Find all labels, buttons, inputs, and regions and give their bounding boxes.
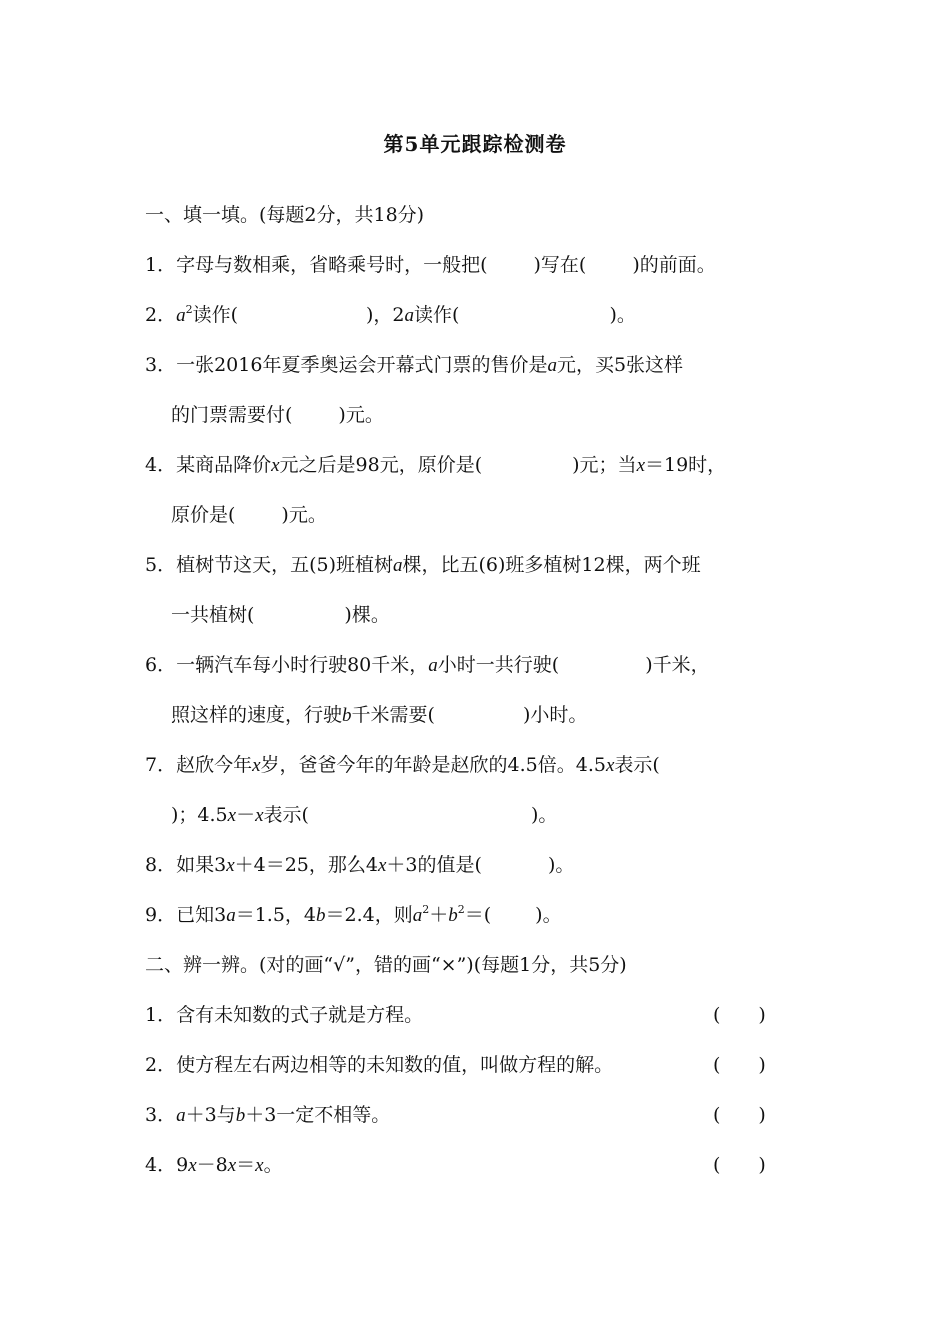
s1-question-5: 5．植树节这天，五(5)班植树a棵，比五(6)班多植树12棵，两个班	[145, 554, 701, 576]
s2-question-2: 2．使方程左右两边相等的未知数的值，叫做方程的解。	[145, 1054, 614, 1076]
s2-question-4: 4．9x－8x＝x。	[145, 1154, 283, 1176]
s1-question-7: 7．赵欣今年x岁，爸爸今年的年龄是赵欣的4.5倍。4.5x表示(	[145, 754, 660, 776]
s2-question-1: 1．含有未知数的式子就是方程。	[145, 1004, 424, 1026]
s2-answer-blank-4[interactable]: ( )	[713, 1154, 766, 1176]
s2-answer-blank-3[interactable]: ( )	[713, 1104, 766, 1126]
s2-answer-blank-1[interactable]: ( )	[713, 1004, 766, 1026]
s1-question-4-cont: 原价是( )元。	[171, 504, 327, 526]
s2-question-3: 3．a＋3与b＋3一定不相等。	[145, 1104, 391, 1126]
s1-question-8: 8．如果3x＋4＝25，那么4x＋3的值是( )。	[145, 854, 575, 876]
s1-question-6-cont: 照这样的速度，行驶b千米需要( )小时。	[171, 704, 588, 726]
s1-question-3-cont: 的门票需要付( )元。	[171, 404, 384, 426]
s2-answer-blank-2[interactable]: ( )	[713, 1054, 766, 1076]
s1-question-5-cont: 一共植树( )棵。	[171, 604, 390, 626]
section1-heading: 一、填一填。(每题2分，共18分)	[145, 204, 425, 226]
s1-question-1: 1．字母与数相乘，省略乘号时，一般把( )写在( )的前面。	[145, 254, 716, 276]
section2-heading: 二、辨一辨。(对的画“√”，错的画“×”)(每题1分，共5分)	[145, 954, 627, 976]
s1-question-2: 2．$a^2$读作( )，2a读作( )。	[145, 303, 636, 326]
s1-question-3: 3．一张2016年夏季奥运会开幕式门票的售价是a元，买5张这样	[145, 354, 684, 376]
s1-question-6: 6．一辆汽车每小时行驶80千米，a小时一共行驶( )千米，	[145, 654, 710, 676]
s1-question-9: 9．已知3a＝1.5，4b＝2.4，则$a^2+b^2=$( )。	[145, 903, 562, 926]
page-title: 第5单元跟踪检测卷	[383, 132, 567, 156]
s1-question-4: 4．某商品降价x元之后是98元，原价是( )元；当x＝19时，	[145, 454, 727, 476]
s1-question-7-cont: )；4.5x－x表示( )。	[171, 804, 558, 826]
